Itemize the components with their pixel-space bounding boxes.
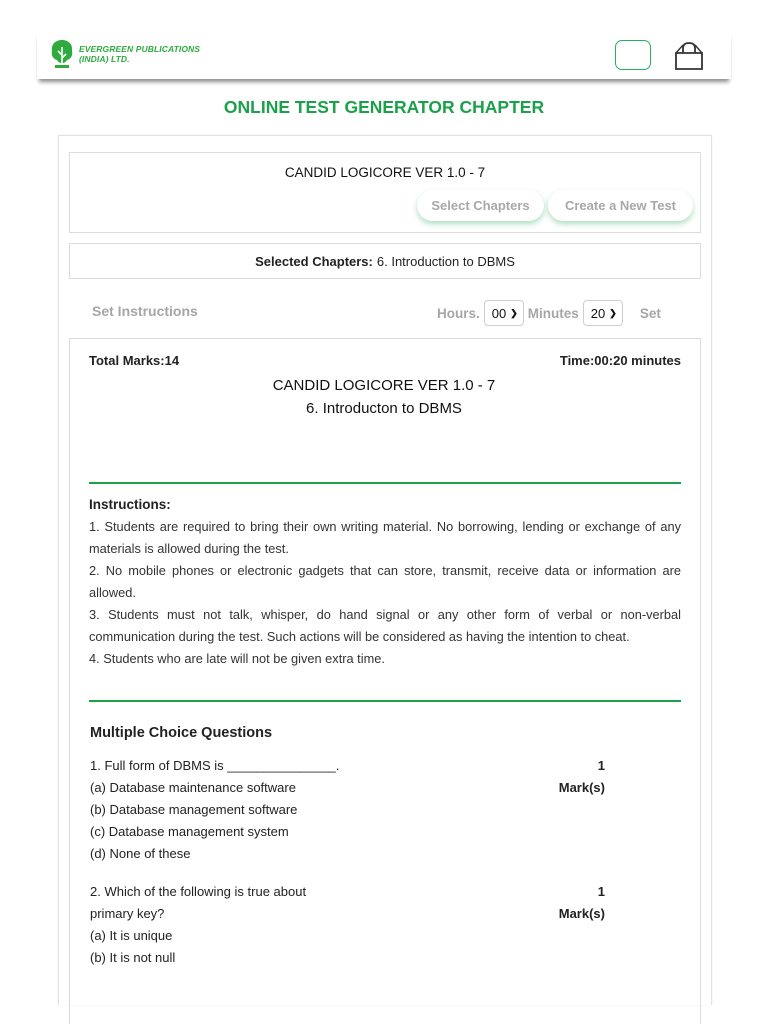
minutes-select[interactable] [583,300,623,326]
create-new-test-button[interactable]: Create a New Test [548,190,693,221]
set-time-button[interactable]: Set [639,305,661,321]
option: (a) It is unique [90,928,173,943]
test-name: CANDID LOGICORE VER 1.0 - 7 [284,165,486,180]
brand-logo[interactable] [49,39,200,69]
paper-chapter: 6. Introducton to DBMS [306,400,462,417]
test-panel [69,152,701,233]
question-2 [90,881,306,969]
select-chapters-button[interactable]: Select Chapters [417,190,544,221]
brand-line-1: EVERGREEN PUBLICATIONS [79,44,201,54]
question-1-marks [545,755,605,799]
instruction-item: 2. No mobile phones or electronic gadgets that can store, transmit, receive data or information are allowed. [89,563,681,600]
shopping-bag-icon[interactable] [673,41,705,71]
chevron-down-icon: ❯ [510,307,518,318]
hours-select[interactable] [484,300,524,326]
option: (b) Database management software [90,802,298,817]
hours-value: 00 [491,305,507,321]
marks-unit: Mark(s) [558,906,605,921]
option: (d) None of these [90,846,191,861]
mcq-section-title: Multiple Choice Questions [90,725,273,741]
user-button[interactable] [615,40,651,70]
question-text: 2. Which of the following is true about [90,884,307,899]
marks-value: 1 [597,758,605,773]
page-title: ONLINE TEST GENERATOR CHAPTER [223,97,545,117]
chevron-down-icon: ❯ [609,307,617,318]
marks-unit: Mark(s) [558,780,605,795]
minutes-value: 20 [590,305,606,321]
top-header [37,31,731,79]
instruction-item: 1. Students are required to bring their own writing material. No borrowing, lending or exchange of any materials is allowed during the test. [89,519,681,556]
instruction-item: 3. Students must not talk, whisper, do hand signal or any other form of verbal or non-verbal communication during the test. Such actions will be considered as having the intention to cheat. [89,607,681,644]
set-instructions-button[interactable]: Set Instructions [92,303,198,319]
selected-chapters-label: Selected Chapters: [255,253,373,269]
tree-logo-icon [49,39,75,69]
question-1 [90,755,339,865]
minutes-label: Minutes [527,305,579,321]
option: (c) Database management system [90,824,289,839]
total-marks: Total Marks:14 [89,353,180,368]
paper-title: CANDID LOGICORE VER 1.0 - 7 [272,377,496,394]
marks-value: 1 [597,884,605,899]
selected-chapters-bar [69,243,701,279]
brand-name [79,44,200,64]
brand-line-2: (INDIA) LTD. [79,54,130,64]
hours-label: Hours. [437,305,480,321]
divider [89,482,681,484]
option: (b) It is not null [90,950,176,965]
instructions-title: Instructions: [89,497,171,512]
question-text: 1. Full form of DBMS is _______________. [90,758,340,773]
test-time: Time:00:20 minutes [559,353,681,368]
time-controls [437,300,661,326]
option: (a) Database maintenance software [90,780,296,795]
instruction-item: 4. Students who are late will not be given extra time. [89,651,385,666]
instructions-list [89,516,681,670]
divider [89,700,681,702]
question-text-cont: primary key? [90,906,165,921]
selected-chapters-value: 6. Introduction to DBMS [376,253,515,269]
question-2-marks [545,881,605,925]
